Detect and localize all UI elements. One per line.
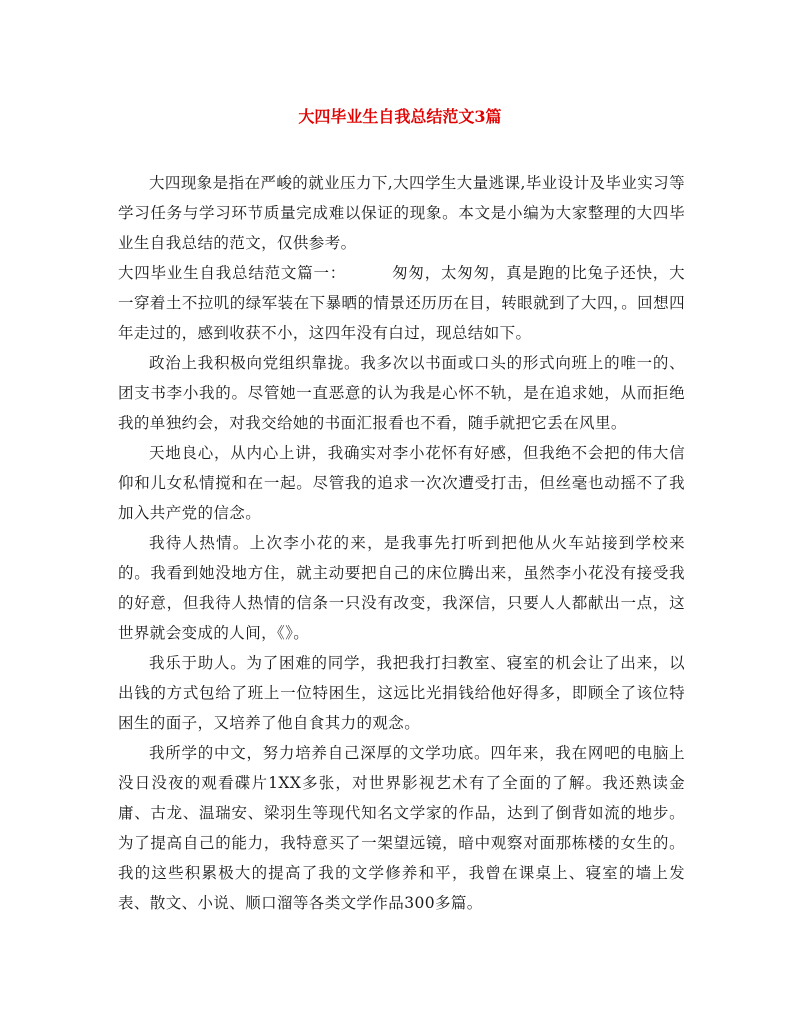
section-lead-paragraph — [118, 258, 685, 348]
document-body — [118, 168, 685, 918]
document-title: 大四毕业生自我总结范文3篇 — [298, 107, 502, 126]
body-paragraph-conscience: 天地良心，从内心上讲，我确实对李小花怀有好感，但我绝不会把的伟大信仰和儿女私情搅和在一起。尽管我的追求一次次遭受打击，但丝毫也动摇不了我加入共产党的信念。 — [118, 444, 685, 522]
section-heading: 大四毕业生自我总结范文篇一： — [118, 264, 347, 282]
section-lead-text: 匆匆，太匆匆，真是跑的比兔子还快，大一穿着土不拉叽的绿军装在下暴晒的情景还历历在目，转眼就到了大四，。回想四年走过的，感到收获不小，这四年没有白过，现总结如下。 — [118, 264, 685, 342]
body-paragraph-politics: 政治上我积极向党组织靠拢。我多次以书面或口头的形式向班上的唯一的、团支书李小我的。尽管她一直恶意的认为我是心怀不轨，是在追求她，从而拒绝我的单独约会，对我交给她的书面汇报看也不看，随手就把它丢在风里。 — [118, 354, 685, 432]
body-paragraph-hospitality: 我待人热情。上次李小花的来，是我事先打听到把他从火车站接到学校来的。我看到她没地方住，就主动要把自己的床位腾出来，虽然李小花没有接受我的好意，但我待人热情的信条一只没有改变，我深信，只要人人都献出一点，这世界就会变成的人间，《》。 — [118, 534, 685, 642]
intro-paragraph: 大四现象是指在严峻的就业压力下,大四学生大量逃课,毕业设计及毕业实习等学习任务与学习环节质量完成难以保证的现象。本文是小编为大家整理的大四毕业生自我总结的范文，仅供参考。 — [118, 174, 685, 252]
body-paragraph-helpfulness: 我乐于助人。为了困难的同学，我把我打扫教室、寝室的机会让了出来，以出钱的方式包给了班上一位特困生，这远比光捐钱给他好得多，即顾全了该位特困生的面子，又培养了他自食其力的观念。 — [118, 654, 685, 732]
body-paragraph-literature: 我所学的中文，努力培养自己深厚的文学功底。四年来，我在网吧的电脑上没日没夜的观看碟片1XX多张，对世界影视艺术有了全面的了解。我还熟读金庸、古龙、温瑞安、梁羽生等现代知名文学家的作品，达到了倒背如流的地步。为了提高自己的能力，我特意买了一架望远镜，暗中观察对面那栋楼的女生的。我的这些积累极大的提高了我的文学修养和平，我曾在课桌上、寝室的墙上发表、散文、小说、顺口溜等各类文学作品300多篇。 — [118, 744, 685, 912]
